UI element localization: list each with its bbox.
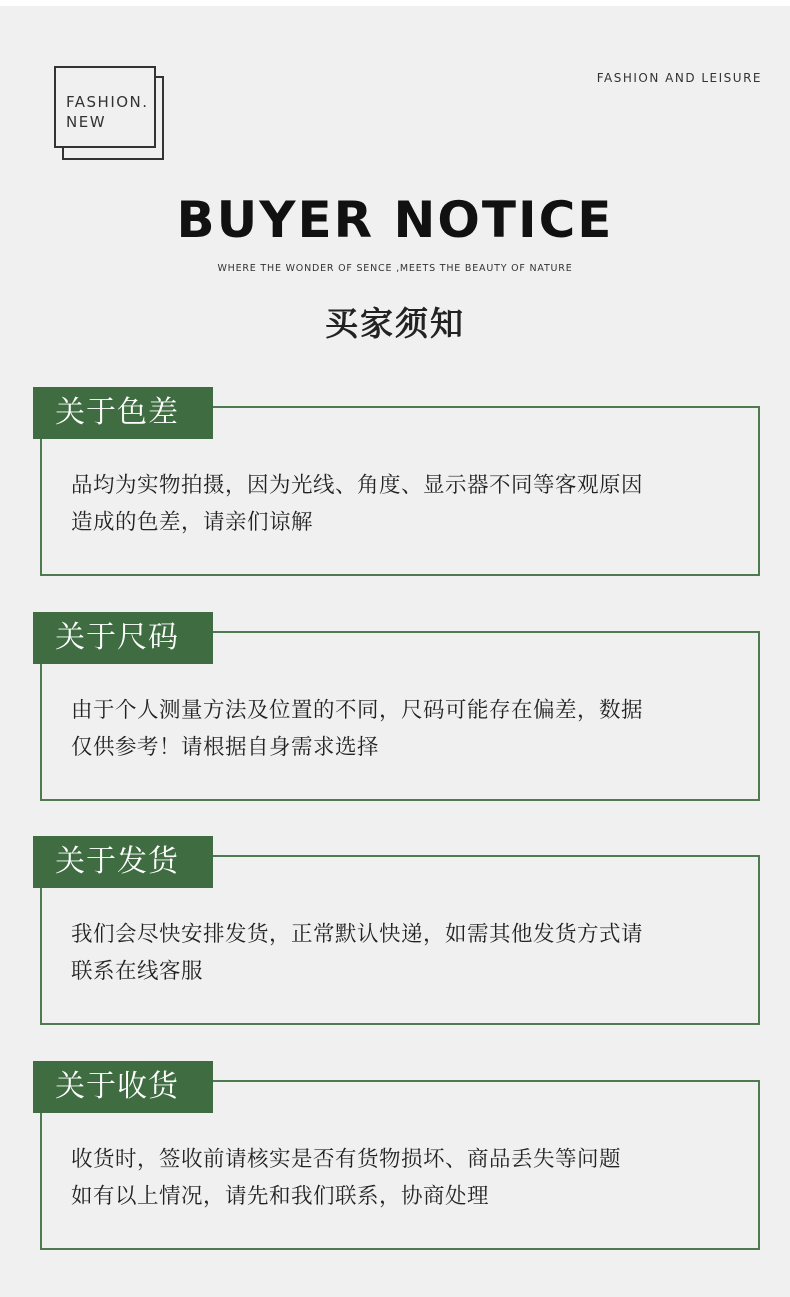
brand-logo [54, 66, 166, 162]
page-title: BUYER NOTICE [176, 191, 614, 249]
section-text-line: 我们会尽快安排发货，正常默认快递，如需其他发货方式请 [71, 922, 644, 947]
section-text [71, 1141, 751, 1215]
logo-front-frame [54, 66, 156, 148]
section-heading: 关于发货 [33, 836, 213, 888]
section-text-line: 联系在线客服 [71, 959, 204, 984]
section-heading: 关于色差 [33, 387, 213, 439]
section-heading: 关于尺码 [33, 612, 213, 664]
section-text-line: 造成的色差，请亲们谅解 [71, 510, 314, 535]
logo-line-1: FASHION. [66, 93, 149, 111]
section-text [71, 692, 751, 766]
section-text-line: 仅供参考！请根据自身需求选择 [71, 735, 380, 760]
page [0, 6, 790, 1297]
section-shipping [33, 836, 760, 1026]
section-text-line: 由于个人测量方法及位置的不同，尺码可能存在偏差，数据 [71, 698, 644, 723]
section-size [33, 612, 760, 802]
page-subtitle: WHERE THE WONDER OF SENCE ,MEETS THE BEAUTY OF NATURE [217, 263, 573, 274]
section-receiving [33, 1061, 760, 1251]
tagline: FASHION AND LEISURE [596, 71, 762, 85]
logo-line-2: NEW [66, 113, 107, 131]
section-heading: 关于收货 [33, 1061, 213, 1113]
section-text [71, 916, 751, 990]
section-color-difference [33, 387, 760, 577]
chinese-title: 买家须知 [325, 304, 465, 343]
section-text-line: 品均为实物拍摄，因为光线、角度、显示器不同等客观原因 [71, 473, 644, 498]
section-text-line: 如有以上情况，请先和我们联系，协商处理 [71, 1184, 490, 1209]
section-text-line: 收货时，签收前请核实是否有货物损坏、商品丢失等问题 [71, 1147, 622, 1172]
section-text [71, 467, 751, 541]
